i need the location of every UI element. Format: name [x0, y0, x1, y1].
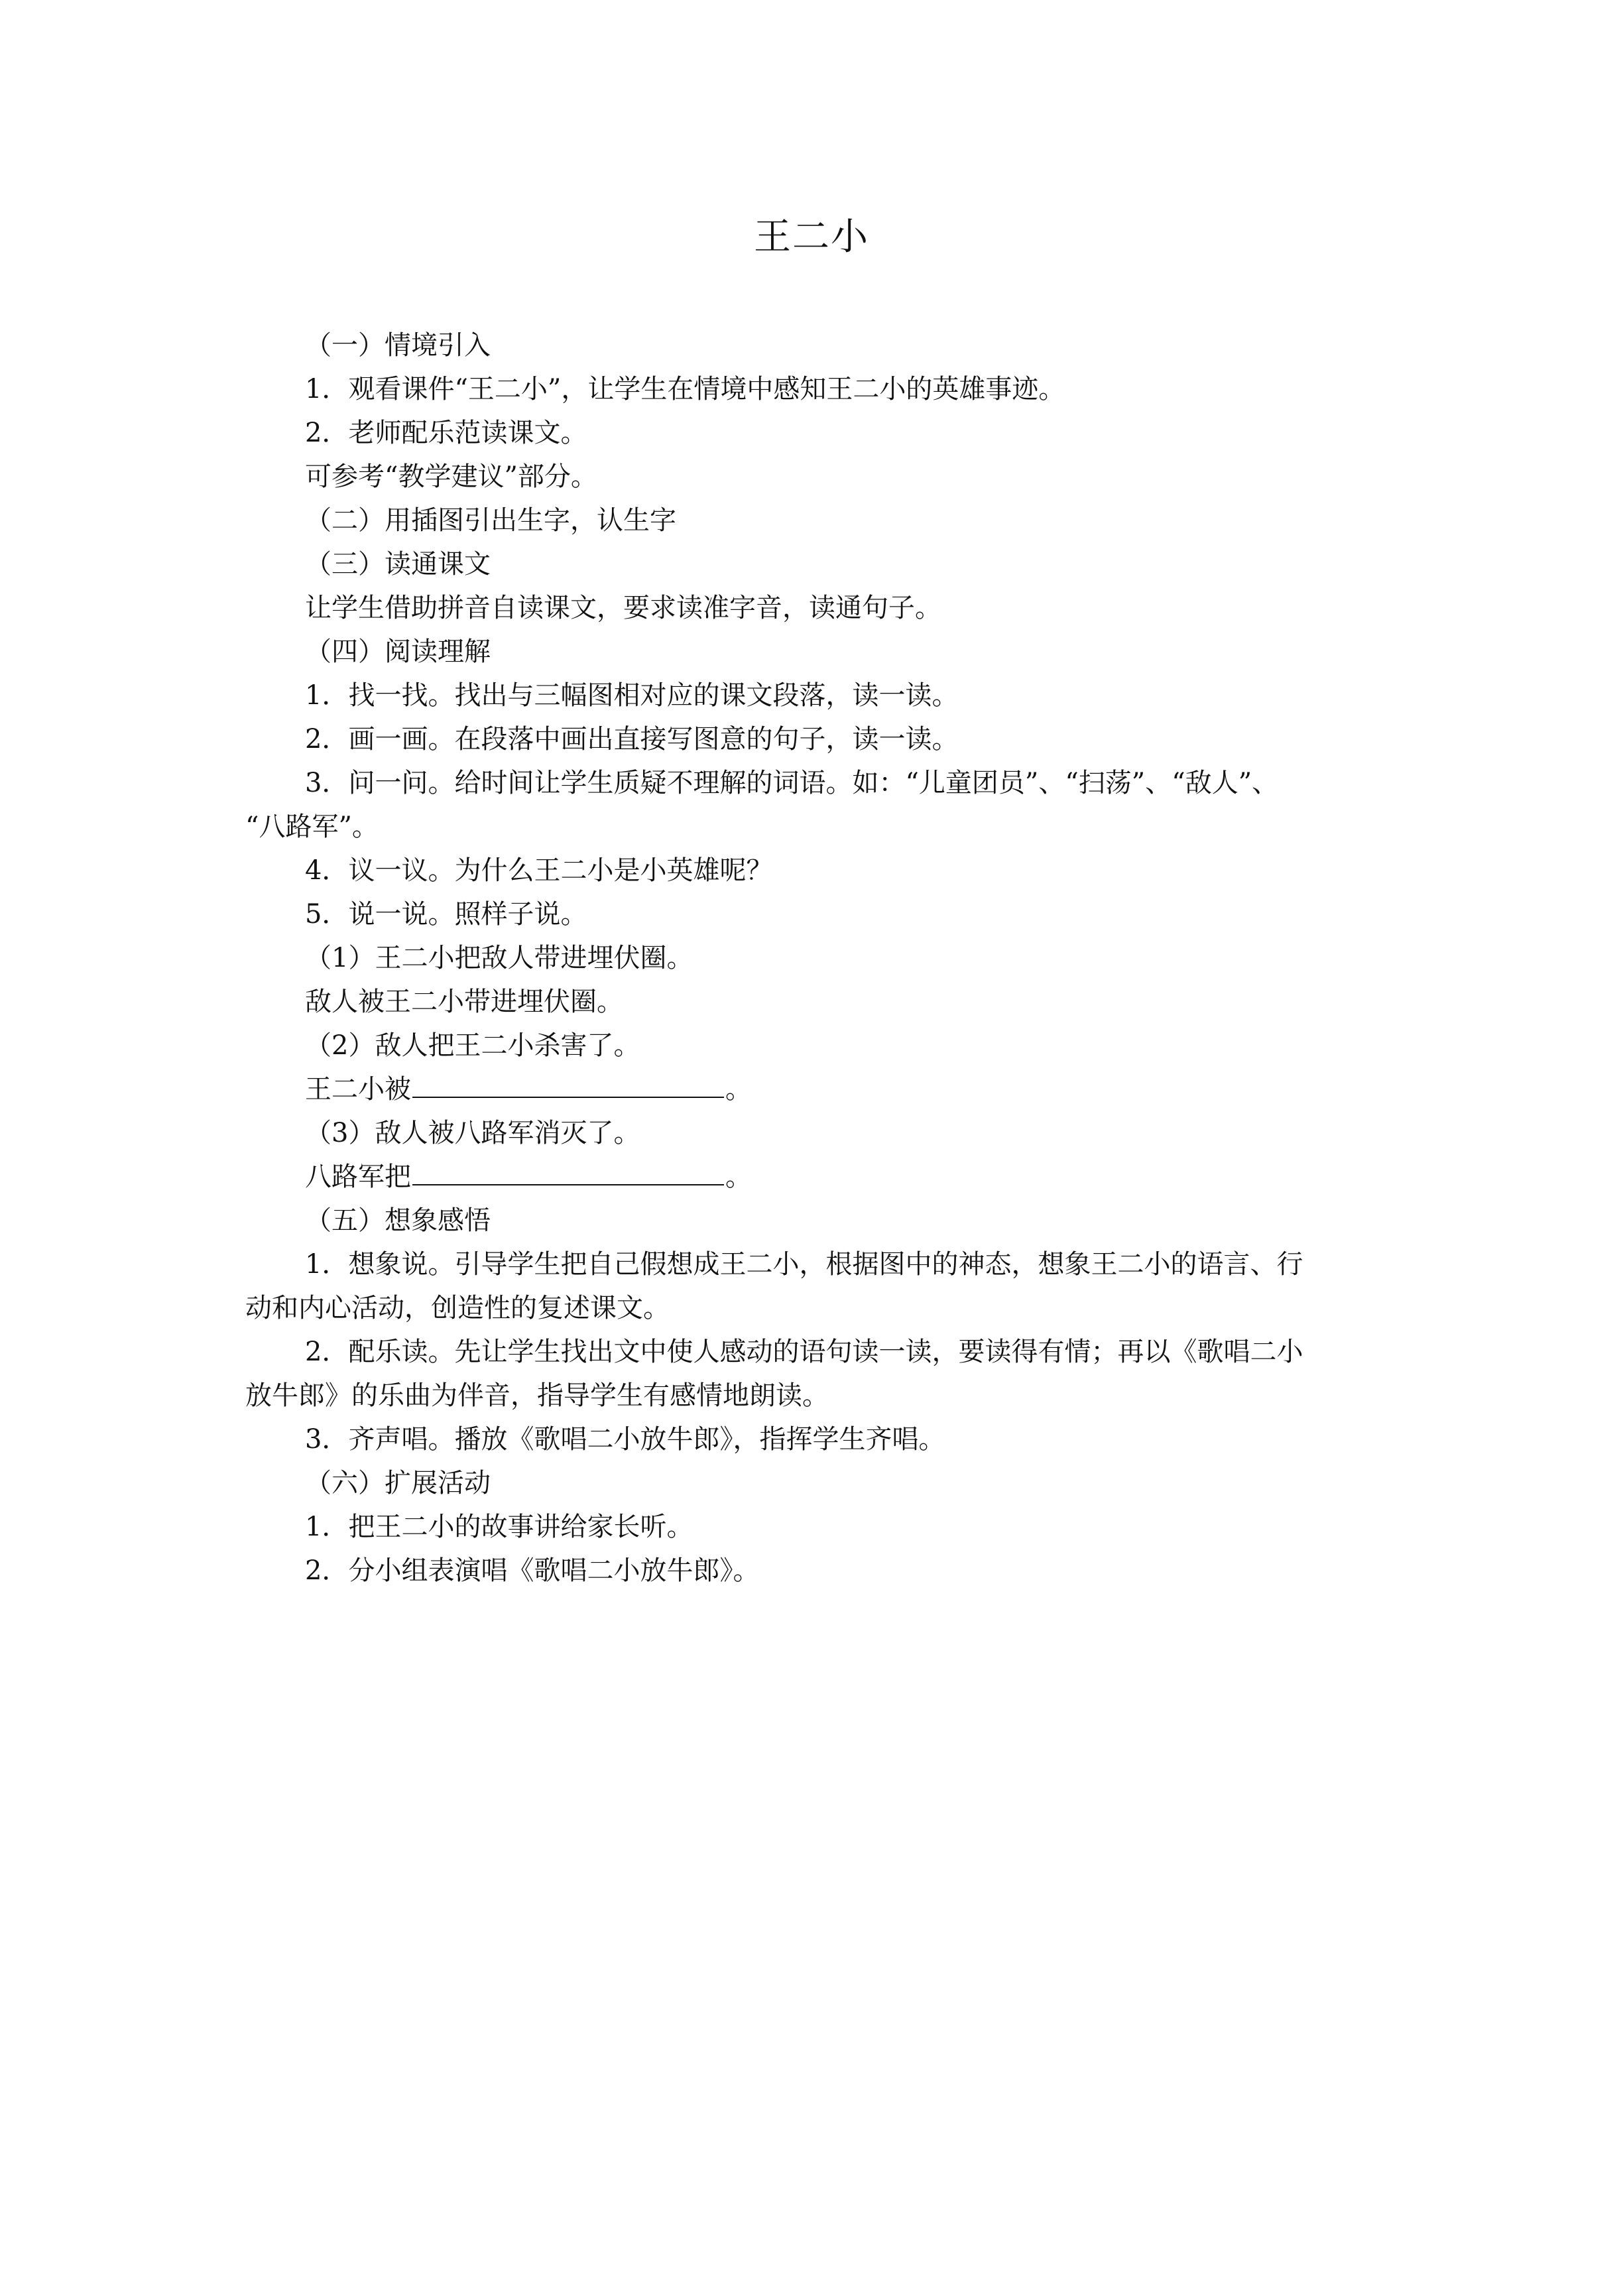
- paragraph: 4．议一议。为什么王二小是小英雄呢？: [305, 855, 773, 886]
- paragraph-continuation: 动和内心活动，创造性的复述课文。: [245, 1293, 670, 1323]
- paragraph: 1．找一找。找出与三幅图相对应的课文段落，读一读。: [305, 680, 959, 711]
- fill-in-sentence: [245, 1067, 1392, 1111]
- paragraph: 3．齐声唱。播放《歌唱二小放牛郎》，指挥学生齐唱。: [305, 1424, 945, 1455]
- section-heading: （四）阅读理解: [305, 636, 491, 667]
- paragraph-continuation: 放牛郎》的乐曲为伴音，指导学生有感情地朗读。: [245, 1380, 829, 1411]
- section-heading: （六）扩展活动: [305, 1468, 491, 1498]
- fill-in-blank: [412, 1158, 724, 1185]
- section-heading: （一）情境引入: [305, 330, 491, 361]
- section-heading: （五）想象感悟: [305, 1205, 491, 1236]
- paragraph-first-line: 1．想象说。引导学生把自己假想成王二小，根据图中的神态，想象王二小的语言、行: [305, 1249, 1303, 1280]
- paragraph-continuation: “八路军”。: [245, 812, 379, 842]
- fill-in-sentence: [245, 1155, 1392, 1199]
- paragraph: 2．分小组表演唱《歌唱二小放牛郎》。: [305, 1555, 760, 1586]
- page-title: 王二小: [754, 215, 869, 259]
- fill-in-blank: [412, 1070, 724, 1098]
- fill-in-prefix: 八路军把: [305, 1162, 411, 1192]
- paragraph: 5．说一说。照样子说。: [305, 899, 587, 930]
- example-sentence: （1）王二小把敌人带进埋伏圈。: [305, 943, 693, 973]
- paragraph-first-line: 3．问一问。给时间让学生质疑不理解的词语。如：“儿童团员”、“扫荡”、“敌人”、: [305, 768, 1279, 798]
- section-heading: （二）用插图引出生字，认生字: [305, 505, 676, 536]
- paragraph: 2．老师配乐范读课文。: [305, 418, 587, 448]
- paragraph: 可参考“教学建议”部分。: [305, 461, 597, 492]
- fill-in-suffix: 。: [725, 1074, 752, 1105]
- document-body: [245, 324, 1392, 1593]
- fill-in-suffix: 。: [725, 1162, 752, 1192]
- paragraph: 让学生借助拼音自读课文，要求读准字音，读通句子。: [305, 593, 941, 623]
- example-sentence: （2）敌人把王二小杀害了。: [305, 1030, 640, 1061]
- example-sentence: （3）敌人被八路军消灭了。: [305, 1118, 640, 1148]
- fill-in-prefix: 王二小被: [305, 1074, 411, 1105]
- paragraph: 1．观看课件“王二小”，让学生在情境中感知王二小的英雄事迹。: [305, 374, 1065, 404]
- paragraph: 1．把王二小的故事讲给家长听。: [305, 1512, 693, 1542]
- paragraph: 2．画一画。在段落中画出直接写图意的句子，读一读。: [305, 724, 959, 755]
- paragraph-first-line: 2．配乐读。先让学生找出文中使人感动的语句读一读，要读得有情；再以《歌唱二小: [305, 1337, 1303, 1367]
- example-sentence: 敌人被王二小带进埋伏圈。: [305, 987, 623, 1017]
- section-heading: （三）读通课文: [305, 549, 491, 579]
